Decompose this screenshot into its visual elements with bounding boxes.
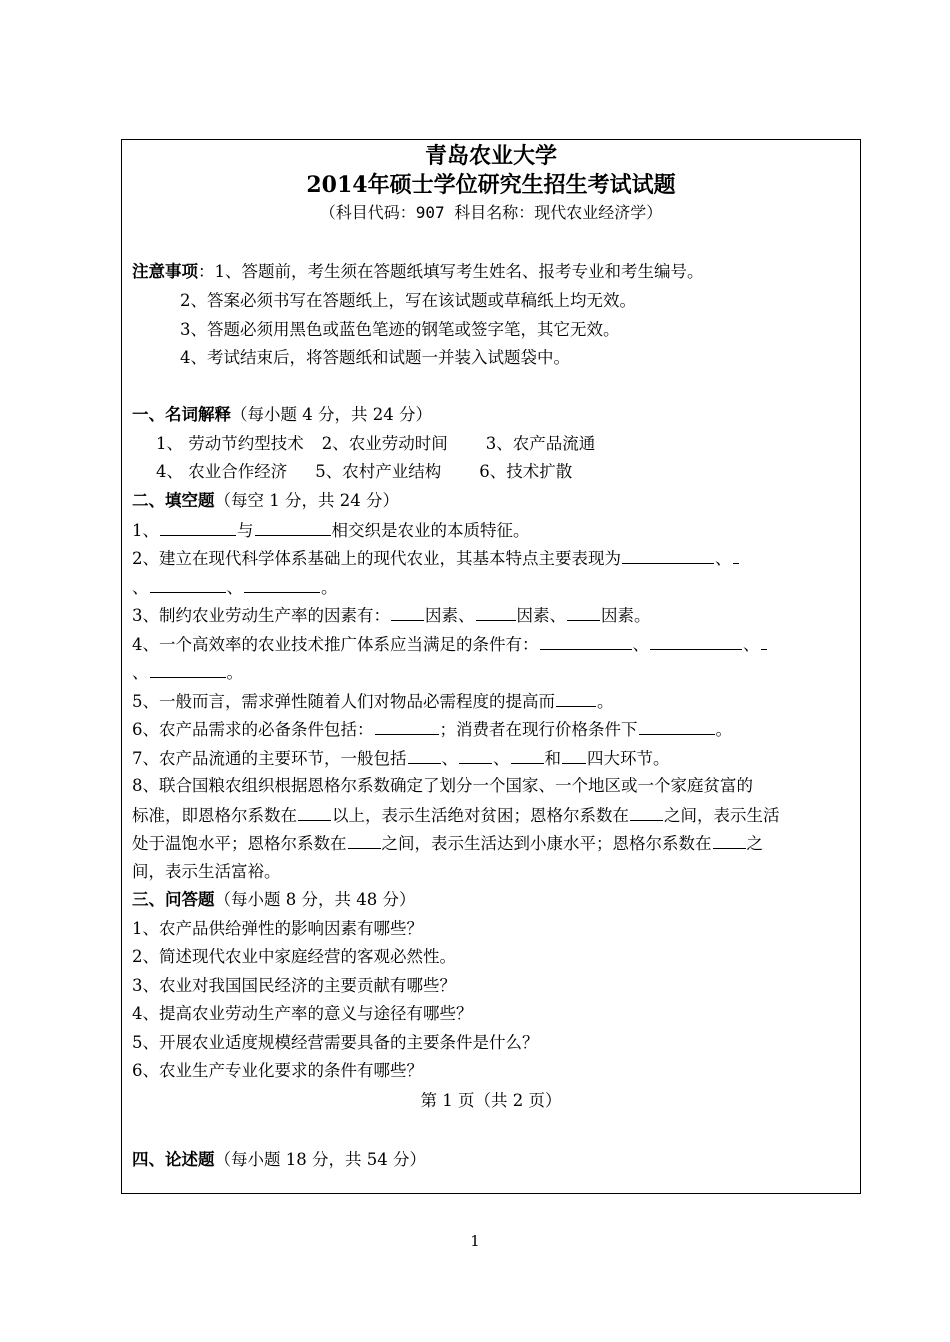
notice-line-1: 注意事项：1、答题前，考生须在答题纸填写考生姓名、报考专业和考生编号。 — [132, 262, 704, 281]
exam-title: 2014年硕士学位研究生招生考试试题 — [306, 172, 676, 198]
section1-row2: 4、 农业合作经济 5、农村产业结构 6、技术扩散 — [156, 462, 573, 481]
fill-question-2-line2: 、 、 。 — [132, 578, 338, 597]
qa-item-1: 1、农产品供给弹性的影响因素有哪些？ — [132, 919, 423, 938]
university-title: 青岛农业大学 — [424, 143, 557, 169]
qa-item-5: 5、开展农业适度规模经营需要具备的主要条件是什么？ — [132, 1033, 539, 1052]
fill-question-5: 5、一般而言，需求弹性随着人们对物品必需程度的提高而 。 — [132, 692, 614, 711]
exam-frame — [121, 139, 861, 1194]
fill-question-8-line2: 标准，即恩格尔系数在 以上，表示生活绝对贫困；恩格尔系数在 之间，表示生活 — [132, 806, 780, 825]
answer-blank — [298, 804, 331, 821]
fill-question-8-line1: 8、联合国粮农组织根据恩格尔系数确定了划分一个国家、一个地区或一个家庭贫富的 — [132, 776, 753, 795]
answer-blank — [540, 633, 632, 650]
qa-item-2: 2、简述现代农业中家庭经营的客观必然性。 — [132, 947, 456, 966]
answer-blank — [476, 604, 516, 621]
answer-blank — [639, 718, 715, 735]
answer-blank — [255, 519, 331, 536]
answer-blank — [150, 576, 226, 593]
fill-question-3: 3、制约农业劳动生产率的因素有： 因素、 因素、 因素。 — [132, 606, 651, 625]
answer-blank — [622, 547, 714, 564]
answer-blank — [408, 747, 441, 764]
section4-heading: 四、论述题（每小题 18 分，共 54 分） — [132, 1150, 426, 1169]
section1-heading: 一、名词解释（每小题 4 分，共 24 分） — [132, 405, 432, 424]
answer-blank — [630, 804, 663, 821]
notice-line-2: 2、答案必须书写在答题纸上，写在该试题或草稿纸上均无效。 — [180, 291, 636, 310]
answer-blank — [567, 604, 600, 621]
answer-blank — [459, 747, 492, 764]
notice-line-4: 4、考试结束后，将答题纸和试题一并装入试题袋中。 — [180, 348, 570, 367]
section1-row1: 1、 劳动节约型技术 2、农业劳动时间 3、农产品流通 — [156, 434, 596, 453]
fill-question-4-line2: 、 。 — [132, 663, 243, 682]
section2-heading: 二、填空题（每空 1 分，共 24 分） — [132, 491, 399, 510]
fill-question-1: 1、 与 相交织是农业的本质特征。 — [132, 521, 530, 540]
answer-blank — [391, 604, 424, 621]
answer-blank — [713, 832, 746, 849]
qa-item-3: 3、农业对我国国民经济的主要贡献有哪些？ — [132, 976, 456, 995]
page-number: 1 — [470, 1232, 480, 1250]
notice-label: 注意事项 — [132, 262, 198, 281]
answer-blank — [244, 576, 320, 593]
answer-blank — [761, 633, 767, 650]
answer-blank — [556, 690, 596, 707]
answer-blank — [650, 633, 742, 650]
answer-blank — [562, 747, 586, 764]
fill-question-7: 7、农产品流通的主要环节，一般包括 、 、 和 四大环节。 — [132, 749, 670, 768]
notice-line-3: 3、答题必须用黑色或蓝色笔迹的钢笔或签字笔，其它无效。 — [180, 320, 620, 339]
answer-blank — [511, 747, 544, 764]
fill-question-2-line1: 2、建立在现代科学体系基础上的现代农业，其基本特点主要表现为 、 — [132, 547, 740, 570]
subject-info: （科目代码：907 科目名称：现代农业经济学） — [319, 203, 663, 222]
answer-blank — [150, 661, 226, 678]
answer-blank — [733, 547, 739, 564]
fill-question-6: 6、农产品需求的必备条件包括： ；消费者在现行价格条件下 。 — [132, 720, 732, 739]
fill-question-8-line3: 处于温饱水平；恩格尔系数在 之间，表示生活达到小康水平；恩格尔系数在 之 — [132, 834, 763, 853]
qa-item-6: 6、农业生产专业化要求的条件有哪些？ — [132, 1061, 423, 1080]
qa-item-4: 4、提高农业劳动生产率的意义与途径有哪些？ — [132, 1004, 473, 1023]
fill-question-8-line4: 间，表示生活富裕。 — [132, 862, 281, 881]
answer-blank — [375, 718, 439, 735]
answer-blank — [160, 519, 236, 536]
section3-heading: 三、问答题（每小题 8 分，共 48 分） — [132, 890, 416, 909]
fill-question-4-line1: 4、一个高效率的农业技术推广体系应当满足的条件有： 、 、 — [132, 633, 768, 656]
answer-blank — [348, 832, 381, 849]
inner-page-indicator: 第 1 页（共 2 页） — [420, 1091, 562, 1110]
